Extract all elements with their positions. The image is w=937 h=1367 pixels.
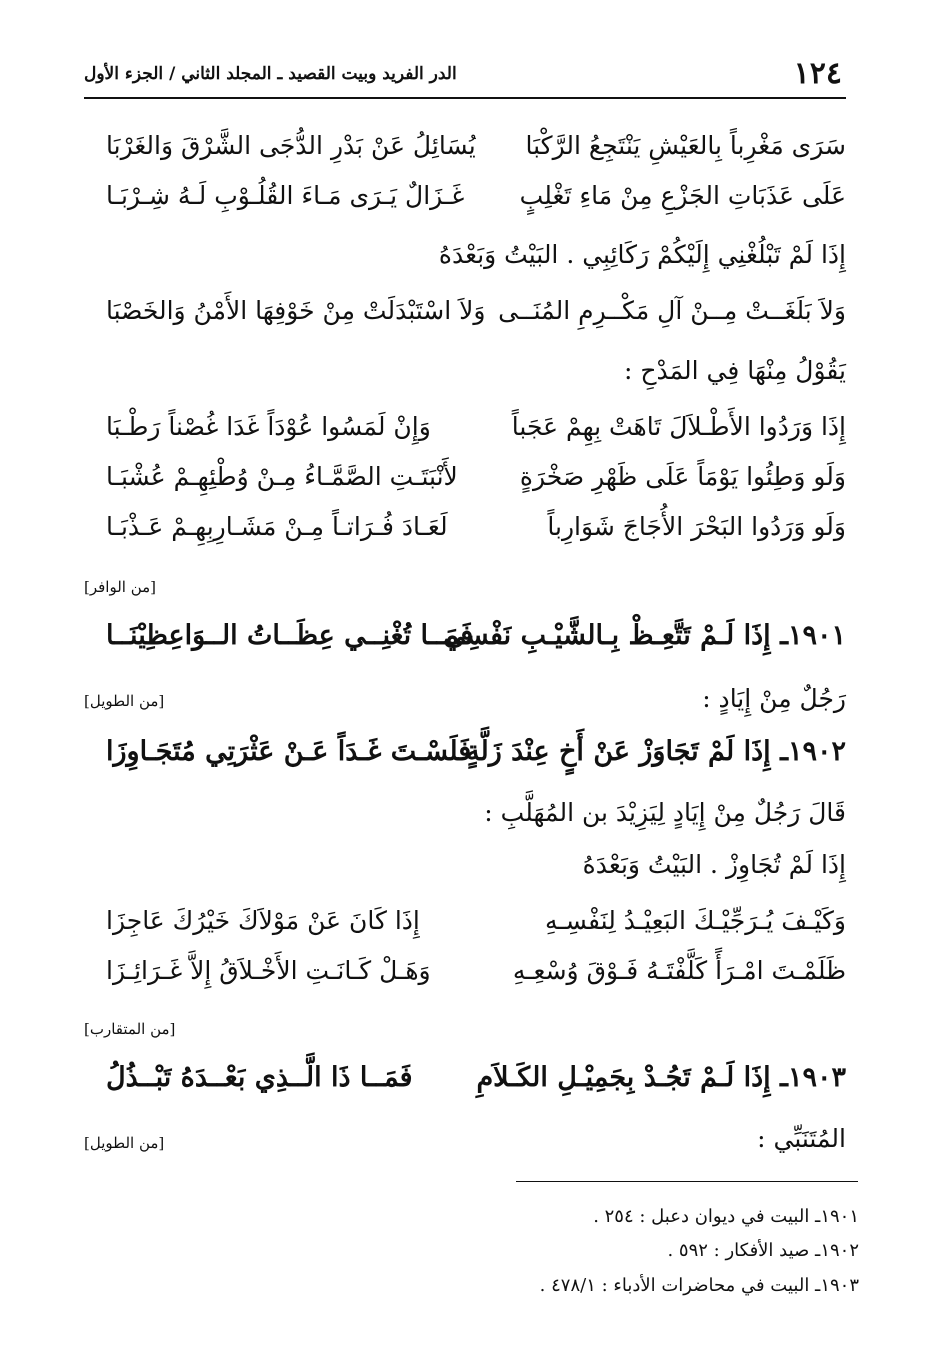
page-number: ١٢٤: [793, 56, 842, 91]
footnote: ١٩٠١ـ البيت في ديوان دعبل : ٢٥٤ .: [593, 1206, 859, 1227]
footnote-divider: [516, 1181, 858, 1182]
verse-second-hemistich: لأَنْبَتَـتِ الصَّمَّـاءُ مِـنْ وُطْئِهِـمْ عُشْبَـا: [106, 462, 458, 491]
prose-line: [84, 240, 846, 284]
verse-first-hemistich: ظَلَمْـتَ امْـرَأً كَلَّفْتَـهُ فَـوْقَ وُسْعِـهِ: [512, 956, 846, 985]
header-divider: [84, 97, 846, 99]
prose-text: إِذَا لَمْ تَبْلُغْنِي إِلَيْكُمْ رَكَائِبِي . البَيْتُ وَبَعْدَهُ: [438, 240, 846, 269]
meter-label: [من الوافر]: [84, 578, 157, 596]
verse-second-hemistich: فَمَــا تُغْنِــي عِظَــاتُ الــوَاعِظِيْنَــا: [106, 620, 474, 651]
numbered-verse-1903: [84, 1062, 846, 1106]
verse-line: [84, 296, 846, 340]
verse-first-hemistich: وَلَو وَرَدُوا البَحْرَ الأُجَاجَ شَوَارِباً: [547, 512, 846, 541]
attribution-text: المُتَنَبِّي :: [757, 1124, 846, 1153]
verse-line: [84, 906, 846, 950]
running-title: الدر الفريد وبيت القصيد ـ المجلد الثاني / الجزء الأول: [84, 64, 457, 84]
verse-first-hemistich: ١٩٠٢ـ إِذَا لَمْ تَجَاوَزْ عَنْ أَخٍ عِنْدَ زَلَّةٍ: [466, 736, 846, 767]
attribution-text: رَجُلٌ مِنْ إِيَادٍ :: [702, 684, 846, 713]
prose-line: [84, 1124, 846, 1168]
verse-first-hemistich: إِذَا وَرَدُوا الأَطْـلاَلَ تَاهَتْ بِهِمْ عَجَباً: [511, 412, 846, 441]
prose-line: [84, 684, 846, 728]
verse-first-hemistich: سَرَى مَغْرِباً بِالعَيْشِ يَنْتَجِعُ الرَّكْبَا: [525, 131, 846, 160]
meter-label: [من الطويل]: [84, 692, 165, 710]
verse-second-hemistich: وَإِنْ لَمَسُوا عُوْدَاً غَدَا غُصْناً رَطْـبَا: [106, 412, 431, 441]
verse-first-hemistich: وَلاَ بَلَغَــتْ مِــنْ آلِ مَكْــرِمِ المُنَــى: [498, 296, 846, 325]
numbered-verse-1902: [84, 736, 846, 780]
prose-line: [84, 850, 846, 894]
verse-second-hemistich: لَعَـادَ فُـرَاتـاً مِـنْ مَشَـارِبِهِـمْ عَـذْبَـا: [106, 512, 448, 541]
verse-first-hemistich: ١٩٠٣ـ إِذَا لَـمْ تَجُـدْ بِجَمِيْـلِ الكَـلاَمِ: [476, 1062, 846, 1093]
prose-text: إِذَا لَمْ تُجَاوِزْ . البَيْتُ وَبَعْدَهُ: [582, 850, 846, 879]
meter-label: [من الطويل]: [84, 1134, 165, 1152]
numbered-verse-1901: [84, 620, 846, 664]
verse-line: [84, 462, 846, 506]
verse-line: [84, 956, 846, 1000]
verse-first-hemistich: عَلَى عَذَبَاتِ الجَزْعِ مِنْ مَاءِ تَغْلِبٍ: [519, 181, 846, 210]
verse-line: [84, 512, 846, 556]
verse-second-hemistich: فَمَــا ذَا الَّــذِي بَعْــدَهُ تَبْــذُلُ: [106, 1062, 413, 1093]
prose-text: قَالَ رَجُلٌ مِنْ إِيَادٍ لِيَزِيْدَ بن المُهَلَّبِ :: [484, 798, 846, 827]
verse-second-hemistich: يُسَائِلُ عَنْ بَدْرِ الدُّجَى الشَّرْقَ وَالغَرْبَا: [106, 131, 476, 160]
verse-second-hemistich: غَـزَالٌ يَـرَى مَـاءَ القُلُـوْبِ لَـهُ شِـرْبَـا: [106, 181, 465, 210]
verse-second-hemistich: إِذَا كَانَ عَنْ مَوْلاَكَ خَيْرُكَ عَاجِزَا: [106, 906, 420, 935]
meter-label: [من المتقارب]: [84, 1020, 176, 1038]
verse-second-hemistich: وَلاَ اسْتَبْدَلَتْ مِنْ خَوْفِهَا الأَمْنُ وَالخَصْبَا: [106, 296, 486, 325]
verse-first-hemistich: وَلَو وَطِئُوا يَوْمَاً عَلَى ظَهْرِ صَخْرَةٍ: [519, 462, 846, 491]
verse-line: [84, 181, 846, 225]
footnote: ١٩٠٢ـ صيد الأفكار : ٥٩٢ .: [667, 1240, 859, 1261]
verse-first-hemistich: وَكَيْـفَ يُـرَجِّيْـكَ البَعِيْـدُ لِنَفْسِـهِ: [544, 906, 846, 935]
verse-line: [84, 412, 846, 456]
verse-second-hemistich: وَهَـلْ كَـانَـتِ الأَخْـلاَقُ إِلاَّ غَـرَائِـزَا: [106, 956, 431, 985]
page-header: [84, 52, 846, 96]
verse-line: [84, 131, 846, 175]
footnote: ١٩٠٣ـ البيت في محاضرات الأدباء : ٤٧٨/١ .: [539, 1275, 859, 1296]
prose-line: [84, 798, 846, 842]
prose-line: [84, 356, 846, 400]
prose-text: يَقُوْلُ مِنْهَا فِي المَدْحِ :: [623, 356, 846, 385]
verse-second-hemistich: فَلَسْـتَ غَـدَاً عَـنْ عَثْرَتِي مُتَجَـاوِزَا: [106, 736, 472, 767]
verse-first-hemistich: ١٩٠١ـ إِذَا لَـمْ تَتَّعِـظْ بِـالشَّيْـبِ نَفْسِي: [443, 620, 846, 651]
